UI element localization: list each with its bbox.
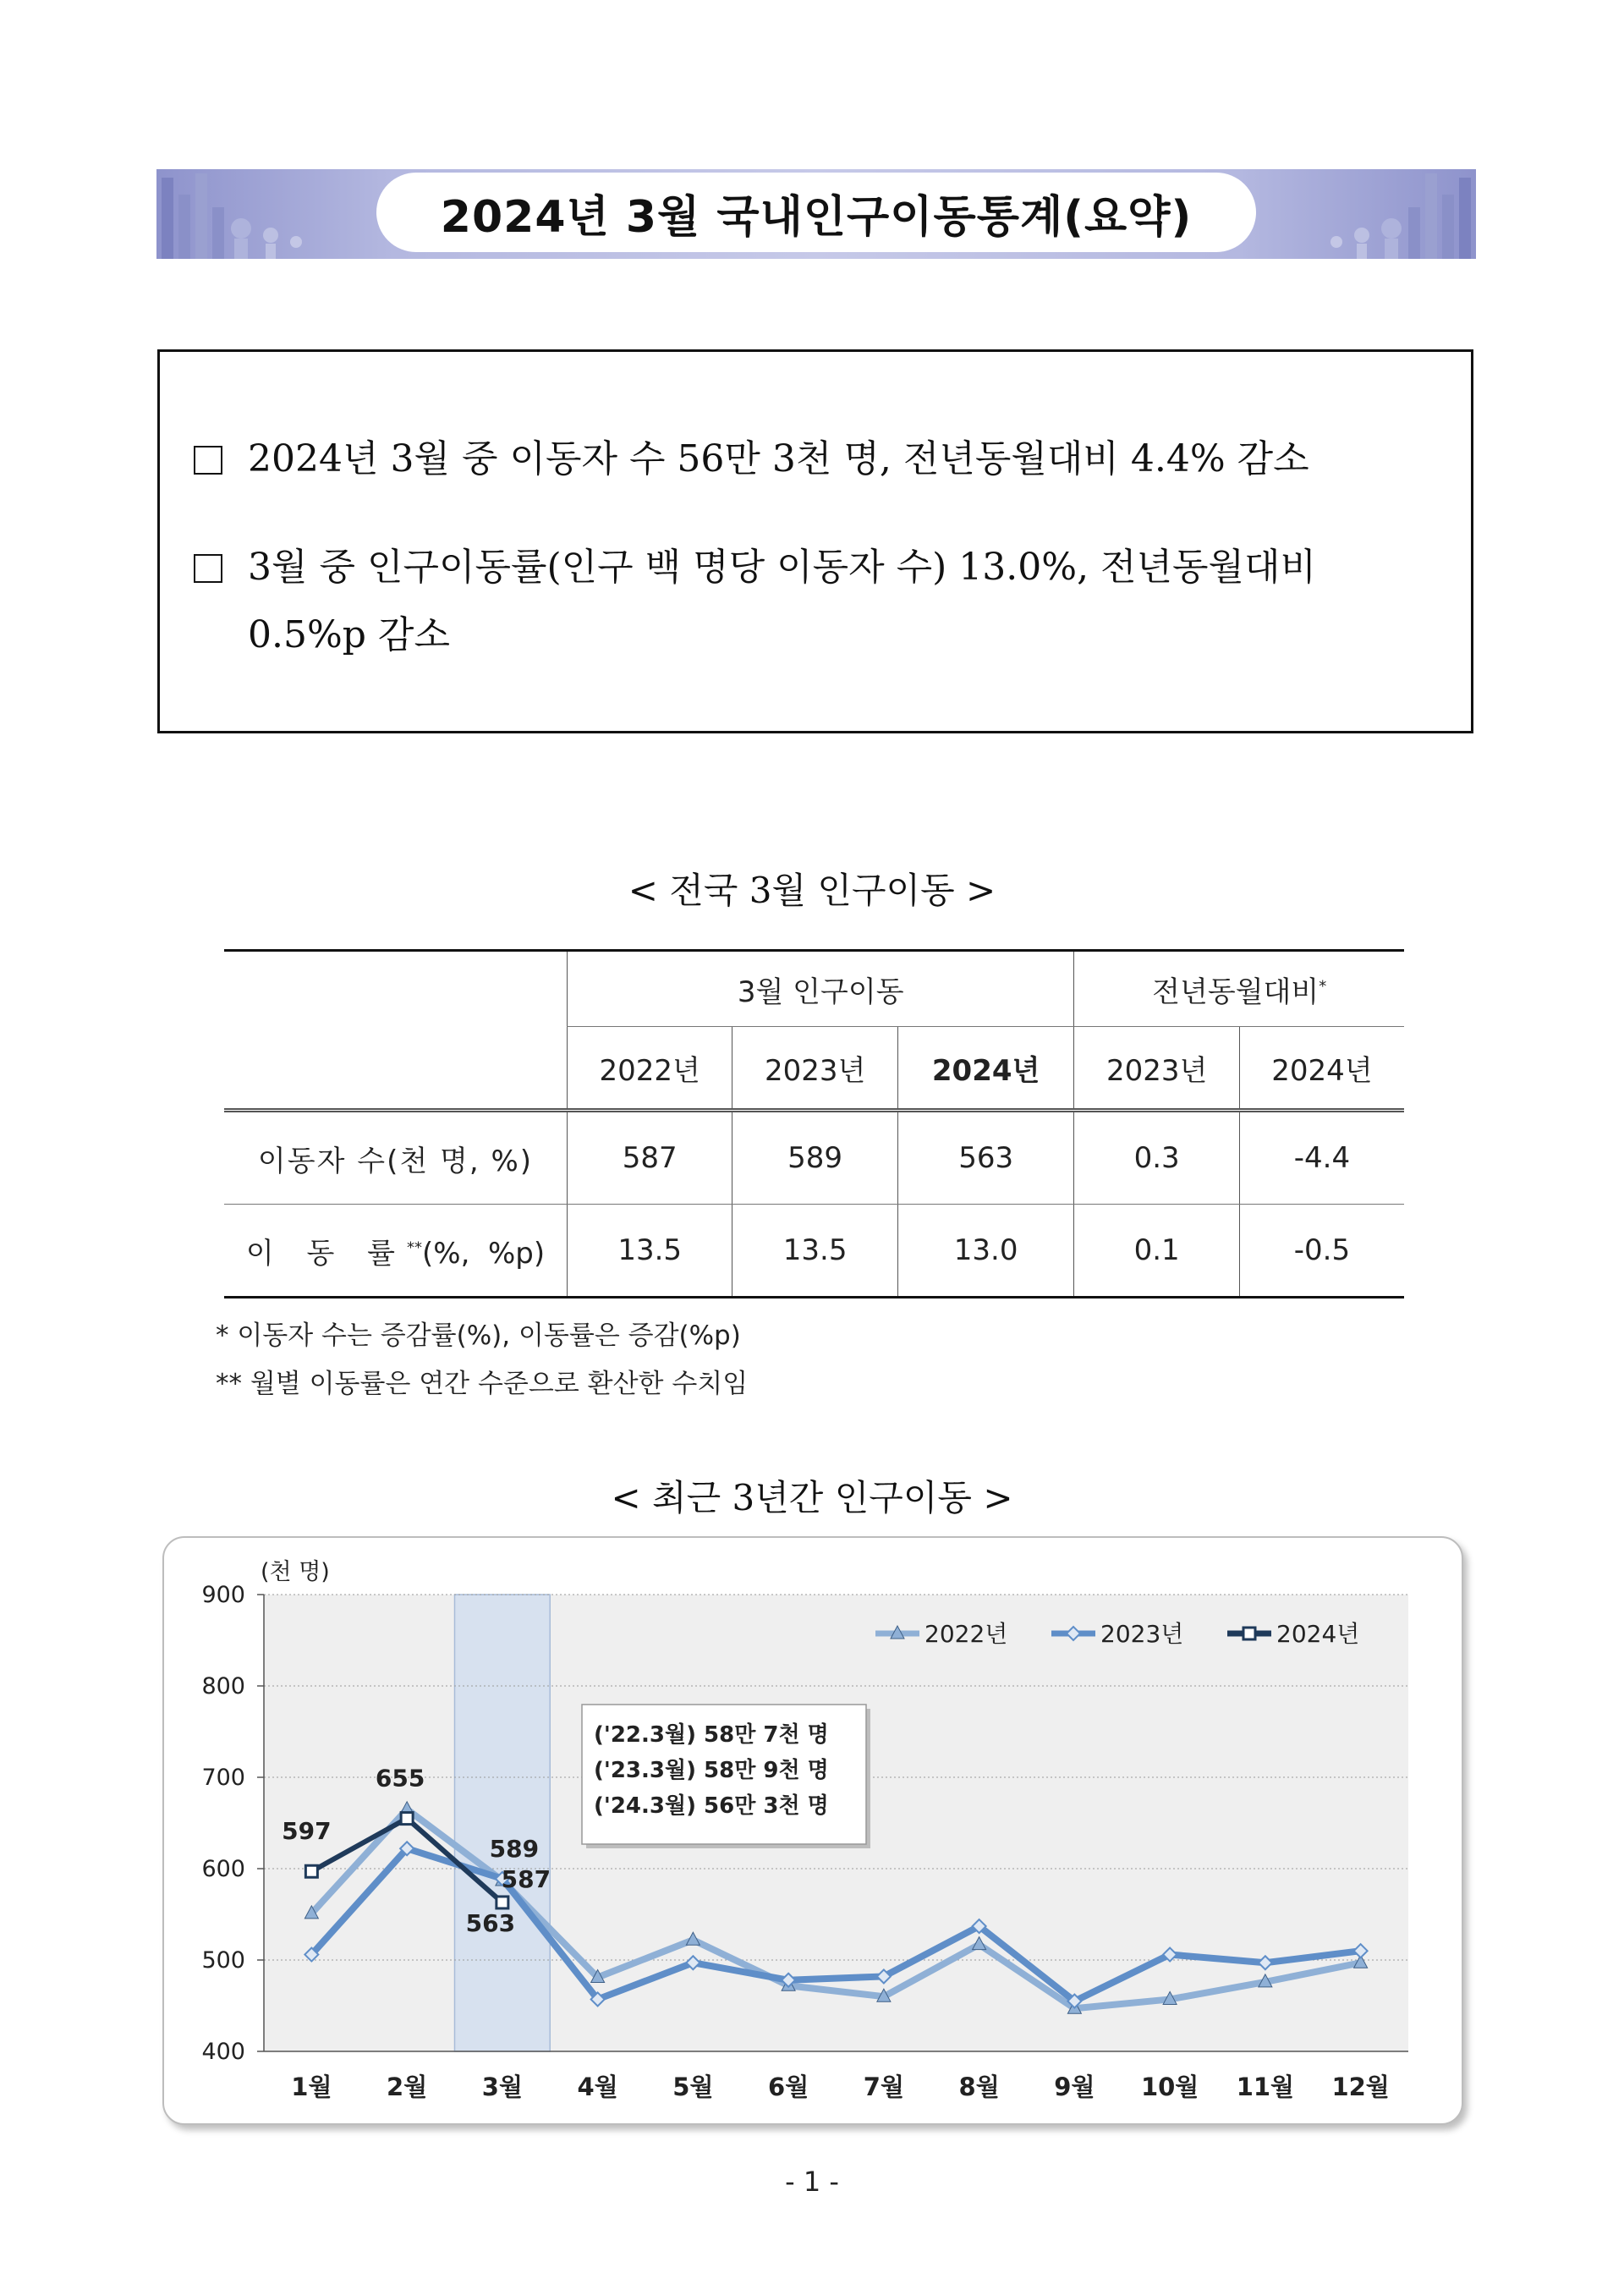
legend-label: 2024년 <box>1276 1620 1360 1648</box>
table-cell: -4.4 <box>1239 1111 1404 1205</box>
legend-label: 2023년 <box>1100 1620 1184 1648</box>
x-tick-label: 3월 <box>481 2073 523 2101</box>
data-point <box>401 1813 413 1825</box>
annotation-text: ('24.3월) 56만 3천 명 <box>594 1793 829 1819</box>
year-header: 2022년 <box>568 1027 732 1111</box>
data-point <box>497 1897 508 1908</box>
data-label: 655 <box>375 1764 425 1793</box>
row-label: 이 동 률**(%, %p) <box>224 1205 568 1298</box>
summary-bullet-2: 3월 중 인구이동률(인구 백 명당 이동자 수) 13.0%, 전년동월대비 <box>194 536 1316 590</box>
annotation-text: ('23.3월) 58만 9천 명 <box>594 1758 829 1783</box>
x-tick-label: 4월 <box>577 2073 618 2101</box>
table-cell: 589 <box>732 1111 897 1205</box>
footnote-1: * 이동자 수는 증감률(%), 이동률은 증감(%p) <box>216 1320 741 1351</box>
y-tick-label: 400 <box>201 2039 245 2065</box>
data-label: 587 <box>501 1865 551 1894</box>
data-label: 597 <box>282 1817 332 1846</box>
table-cell: 563 <box>897 1111 1074 1205</box>
year-header: 2023년 <box>732 1027 897 1111</box>
table-cell: 0.3 <box>1074 1111 1239 1205</box>
x-tick-label: 9월 <box>1054 2073 1095 2101</box>
x-tick-label: 10월 <box>1140 2073 1199 2101</box>
year-header: 2023년 <box>1074 1027 1239 1111</box>
table-cell: 587 <box>568 1111 732 1205</box>
y-tick-label: 800 <box>201 1673 245 1699</box>
x-tick-label: 6월 <box>768 2073 809 2101</box>
summary-bullet-2-cont: 0.5%p 감소 <box>248 613 450 656</box>
y-axis-label: (천 명) <box>261 1559 330 1585</box>
data-point <box>305 1865 317 1877</box>
year-header: 2024년 <box>1239 1027 1404 1111</box>
table-cell: 0.1 <box>1074 1205 1239 1298</box>
y-tick-label: 900 <box>201 1582 245 1608</box>
table-cell: -0.5 <box>1239 1205 1404 1298</box>
footnote-2: ** 월별 이동률은 연간 수준으로 환산한 수치임 <box>216 1369 749 1399</box>
year-header: 2024년 <box>897 1027 1074 1111</box>
x-tick-label: 1월 <box>291 2073 332 2101</box>
x-tick-label: 8월 <box>958 2073 1000 2101</box>
page-title: 2024년 3월 국내인구이동통계(요약) <box>376 173 1256 252</box>
group-header-march: 3월 인구이동 <box>568 951 1074 1027</box>
x-tick-label: 12월 <box>1331 2073 1390 2101</box>
legend-label: 2022년 <box>924 1620 1008 1648</box>
x-tick-label: 5월 <box>672 2073 714 2101</box>
data-label: 589 <box>489 1834 540 1863</box>
table-cell: 13.0 <box>897 1205 1074 1298</box>
y-tick-label: 600 <box>201 1856 245 1882</box>
summary-bullet-1: 2024년 3월 중 이동자 수 56만 3천 명, 전년동월대비 4.4% 감소 <box>194 428 1309 482</box>
annotation-text: ('22.3월) 58만 7천 명 <box>594 1722 829 1748</box>
table-section-title: < 전국 3월 인구이동 > <box>628 870 996 911</box>
data-label: 563 <box>465 1908 516 1937</box>
highlight-band <box>455 1595 551 2051</box>
page-number: - 1 - <box>785 2166 839 2198</box>
y-tick-label: 500 <box>201 1947 245 1974</box>
row-label: 이동자 수(천 명, %) <box>224 1111 568 1205</box>
table-cell: 13.5 <box>568 1205 732 1298</box>
x-tick-label: 11월 <box>1236 2073 1295 2101</box>
x-tick-label: 7월 <box>863 2073 904 2101</box>
group-header-yoy: 전년동월대비* <box>1074 951 1404 1027</box>
chart-section-title: < 최근 3년간 인구이동 > <box>611 1477 1013 1518</box>
y-tick-label: 700 <box>201 1765 245 1791</box>
x-tick-label: 2월 <box>387 2073 428 2101</box>
data-point <box>1243 1628 1255 1639</box>
table-cell: 13.5 <box>732 1205 897 1298</box>
